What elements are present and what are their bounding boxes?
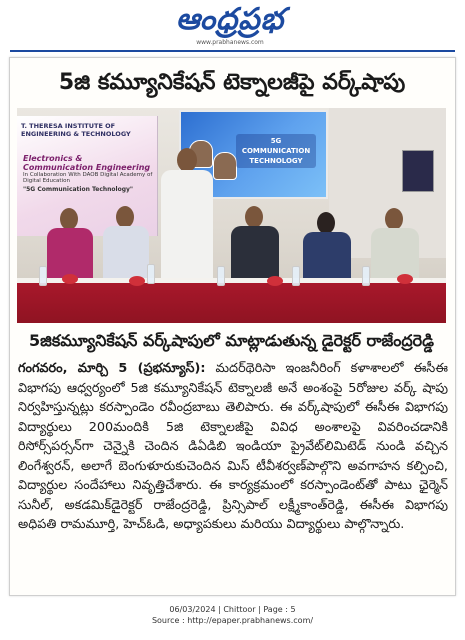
water-bottle bbox=[39, 266, 47, 286]
water-bottle bbox=[147, 264, 155, 284]
article-photo bbox=[17, 108, 446, 323]
flower-bouquet bbox=[129, 276, 145, 286]
water-bottle bbox=[362, 266, 370, 286]
guest-figure bbox=[101, 206, 151, 286]
flower-bouquet bbox=[267, 276, 283, 286]
newspaper-logo: ఆంధ్రప్రభ bbox=[175, 2, 285, 37]
guest-figure bbox=[229, 206, 281, 286]
flower-bouquet bbox=[62, 274, 78, 284]
masthead-site: www.prabhanews.com bbox=[196, 39, 264, 46]
banner-dept-text: Electronics & Communication Engineering bbox=[23, 154, 151, 172]
source-line: Source : http://epaper.prabhanews.com/ bbox=[151, 616, 314, 625]
photo-caption: 5జికమ్యూనికేషన్ వర్క్‌షాపులో మాట్లాడుతున్న డైరెక్టర్ రాజేంద్రరెడ్డి bbox=[29, 331, 434, 350]
water-bottle bbox=[217, 266, 225, 286]
speaker-figure bbox=[157, 148, 217, 288]
edition-info: 06/03/2024 | Chittoor | Page : 5 bbox=[169, 605, 296, 614]
flower-bouquet bbox=[397, 274, 413, 284]
banner-institute-text: T. THERESA INSTITUTE OF ENGINEERING & TECHNOLOGY bbox=[21, 122, 131, 138]
dais-table-cloth bbox=[17, 283, 446, 323]
article-text: మదర్‌థెరిసా ఇంజనీరింగ్ కళాశాలలో ఈసీఈ విభాగపు ఆధ్వర్యంలో 5జి కమ్యూనికేషన్ టెక్నాలజీ అనే అంశంపై 5రోజుల వర్క్ షాపు నిర్వహిస్తున్నట్లు కరస్పాండెం రవీంద్రబాబు తెలిపారు. ఈ వర్క్‌షాపులో ఈసీఈ విభాగపు విద్యార్థులు 200మందికి 5జి టెక్నాలజీపై వివిధ అంశాలపై వివరించడానికి రిసోర్స్‌పర్సన్‌గా చెన్నైకి చెందిన డిఏడిబి ఇండియా ప్రైవేట్‌లిమిటెడ్ నుండి వచ్చిన లింగేశ్వరన్, అలాగే బెంగుళూరుకుచెందిన మిస్ టీవీశర్వణ్‌పాల్గొని అవగాహన కల్పించి, విద్యార్థుల సందేహాలు నివృత్తిచేశారు. ఈ కార్యక్రమంలో కరస్పాండెంట్‌తో పాటు ఛైర్మెన్ సునీల్, అకడమిక్‌డైరెక్టర్ రాజేంద్రరెడ్డి, ప్రిన్సిపాల్ లక్ష్మీకాంత్‌రెడ్డి, ఈసీఈ విభాగపు అధిపతి రామమూర్తి, హెచ్ఓడి, అధ్యాపకులు మరియు విద్యార్థులు పాల్గొన్నారు. bbox=[18, 361, 448, 532]
guest-figure bbox=[301, 212, 353, 287]
article-dateline: గంగవరం, మార్చి 5 (ప్రభన్యూస్): bbox=[18, 361, 206, 376]
article-headline: 5జి కమ్యూనికేషన్ టెక్నాలజీపై వర్క్‌షాపు bbox=[58, 70, 406, 95]
banner-right-topic: 5G COMMUNICATION TECHNOLOGY bbox=[236, 134, 316, 168]
guest-figure bbox=[369, 208, 421, 288]
article-body bbox=[18, 359, 448, 589]
banner-topic-text: "5G Communication Technology" bbox=[23, 186, 134, 193]
wall-poster bbox=[402, 150, 434, 192]
masthead-rule bbox=[10, 50, 455, 52]
masthead bbox=[0, 0, 465, 54]
banner-collab-text: In Collaboration With DAOB Digital Academy of Digital Education bbox=[23, 172, 153, 184]
water-bottle bbox=[292, 266, 300, 286]
